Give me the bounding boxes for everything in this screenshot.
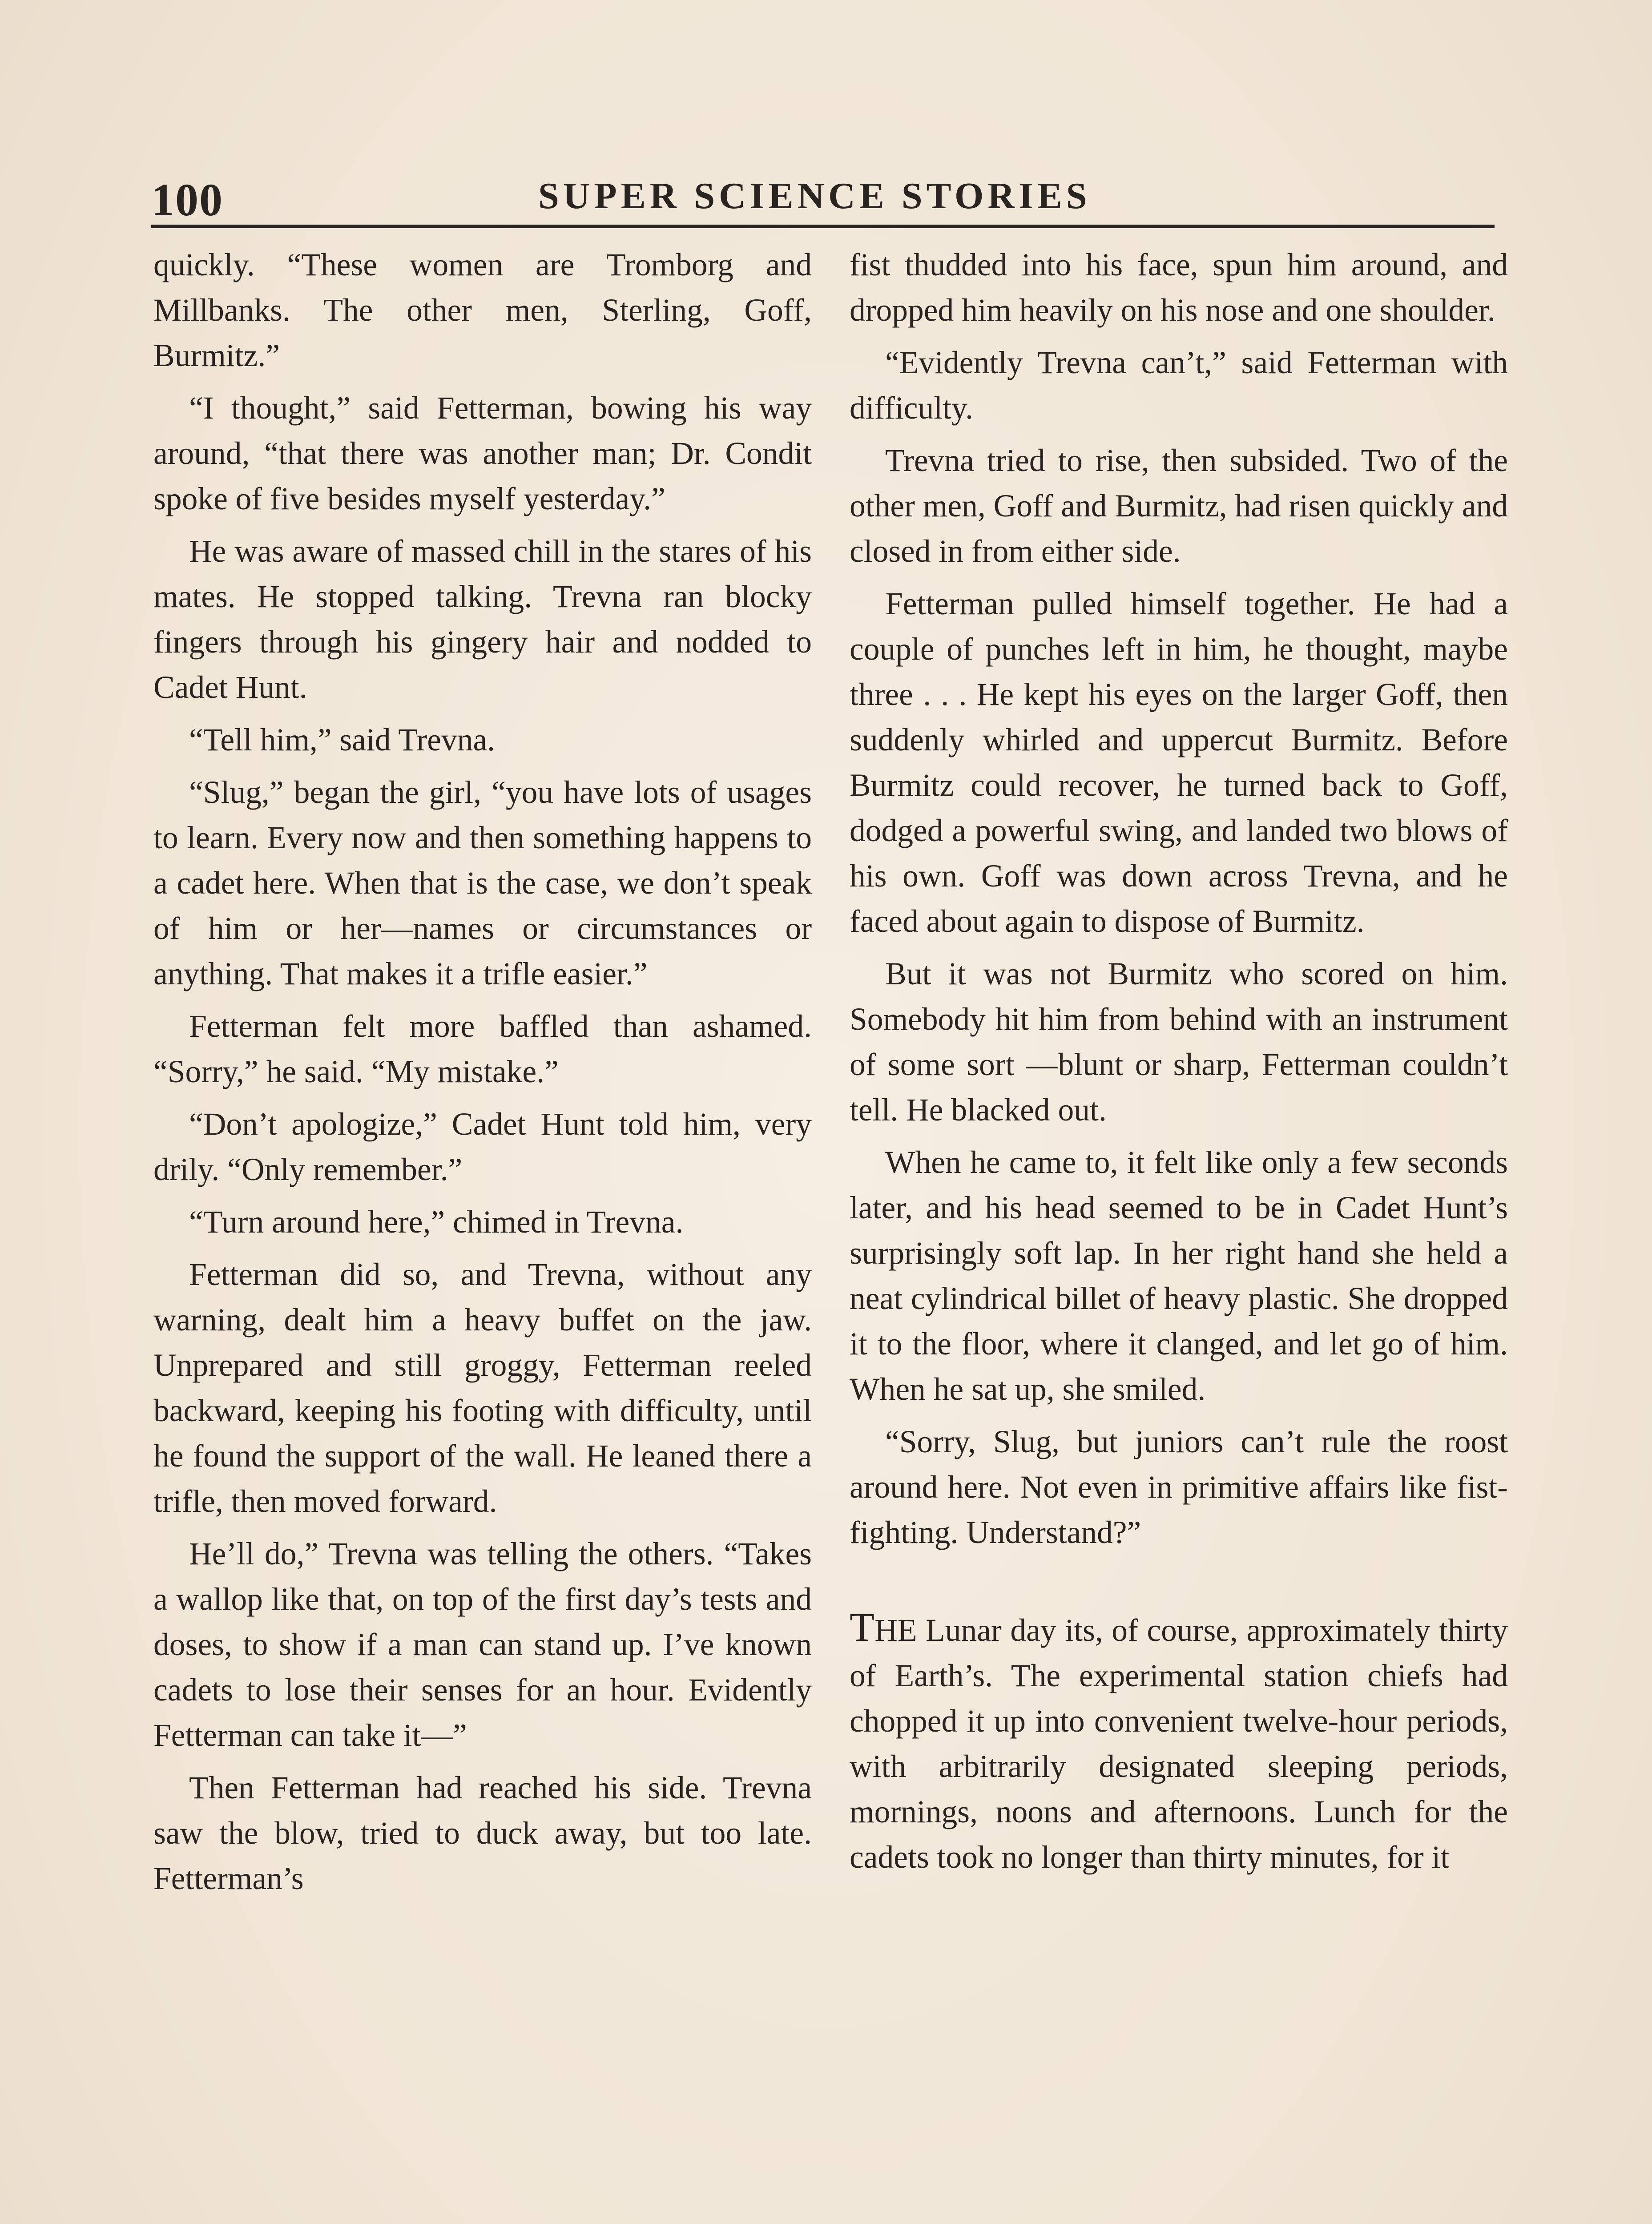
paragraph: “Don’t apologize,” Cadet Hunt told him, very drily. “Only remember.”	[153, 1107, 812, 1187]
paragraph: “Slug,” began the girl, “you have lots of usages to learn. Every now and then something happens to a cadet here. When that is the case, we don’t speak of him or her—names or circumstances or anything. That makes it a trifle easier.”	[153, 775, 812, 991]
page-number: 100	[151, 174, 223, 226]
left-column	[153, 242, 812, 1909]
header-rule	[151, 225, 1495, 228]
drop-initial: T	[850, 1604, 875, 1650]
paragraph: “Evidently Trevna can’t,” said Fetterman with difficulty.	[850, 345, 1508, 426]
running-head: SUPER SCIENCE STORIES	[538, 175, 1091, 217]
paragraph: He’ll do,” Trevna was telling the others. “Takes a wallop like that, on top of the first day’s tests and doses, to show if a man can stand up. I’ve known cadets to lose their senses for an hour. Evidently Fetterman can take it—”	[153, 1536, 812, 1753]
page-header	[151, 169, 1495, 227]
paragraph: When he came to, it felt like only a few seconds later, and his head seemed to be in Cadet Hunt’s surprisingly soft lap. In her right hand she held a neat cylindrical billet of heavy plastic. She dropped it to the floor, where it clanged, and let go of him. When he sat up, she smiled.	[850, 1145, 1508, 1407]
paragraph: “Tell him,” said Trevna.	[189, 722, 496, 757]
paragraph: “I thought,” said Fetterman, bowing his way around, “that there was another man; Dr. Condit spoke of five besides myself yesterday.”	[153, 391, 812, 516]
paragraph: Fetterman pulled himself together. He had a couple of punches left in him, he thought, maybe three . . . He kept his eyes on the larger Goff, then suddenly whirled and uppercut Burmitz. Before Burmitz could recover, he turned back to Goff, dodged a powerful swing, and landed two blows of his own. Goff was down across Trevna, and he faced about again to dispose of Burmitz.	[850, 586, 1508, 939]
paragraph: But it was not Burmitz who scored on him. Somebody hit him from behind with an instrument of some sort —blunt or sharp, Fetterman couldn’t tell. He blacked out.	[850, 956, 1508, 1128]
paragraph: Fetterman felt more baffled than ashamed. “Sorry,” he said. “My mistake.”	[153, 1009, 812, 1089]
paragraph: “Sorry, Slug, but juniors can’t rule the roost around here. Not even in primitive affairs like fist-fighting. Understand?”	[850, 1424, 1508, 1550]
paragraph: Fetterman did so, and Trevna, without any warning, dealt him a heavy buffet on the jaw. Unprepared and still groggy, Fetterman reeled backward, keeping his footing with difficulty, until he found the support of the wall. He leaned there a trifle, then moved forward.	[153, 1257, 812, 1519]
paragraph: quickly. “These women are Tromborg and Millbanks. The other men, Sterling, Goff, Burmitz.”	[153, 247, 812, 373]
section-break-paragraph	[850, 1604, 1508, 1880]
paragraph: Then Fetterman had reached his side. Trevna saw the blow, tried to duck away, but too late. Fetterman’s	[153, 1770, 812, 1896]
section-text: HE Lunar day its, of course, approximately thirty of Earth’s. The experimental station chiefs had chopped it up into convenient twelve-hour periods, with arbitrarily designated sleeping periods, mornings, noons and afternoons. Lunch for the cadets took no longer than thirty minutes, for it	[850, 1613, 1508, 1875]
right-column	[850, 242, 1508, 1887]
paragraph: Trevna tried to rise, then subsided. Two of the other men, Goff and Burmitz, had risen quickly and closed in from either side.	[850, 443, 1508, 569]
paragraph: “Turn around here,” chimed in Trevna.	[189, 1205, 684, 1240]
paragraph: fist thudded into his face, spun him around, and dropped him heavily on his nose and one shoulder.	[850, 247, 1508, 328]
paragraph: He was aware of massed chill in the stares of his mates. He stopped talking. Trevna ran blocky fingers through his gingery hair and nodded to Cadet Hunt.	[153, 534, 812, 705]
